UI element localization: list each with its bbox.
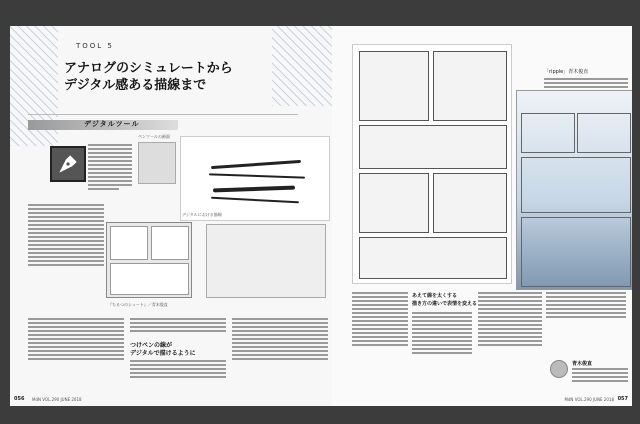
- sub-head-2: デジタルで描けるように: [130, 350, 196, 357]
- right-section-head-1: あえて線を太くする: [412, 293, 458, 299]
- right-body-2: [412, 310, 472, 356]
- ripple-title: 「ripple」青木俊直: [544, 69, 589, 75]
- sample-caption: デジタルにおける描線: [182, 212, 222, 217]
- manga-page: [352, 44, 512, 284]
- pen-stroke-sample: [180, 136, 330, 221]
- brush-sample-panel: [138, 142, 176, 184]
- body-text-1: [28, 202, 104, 268]
- page-number-right: 057: [617, 396, 628, 402]
- right-body-4: [546, 290, 626, 320]
- author-avatar: [550, 360, 568, 378]
- pen-panel-title: ペンツールの画面: [138, 134, 170, 139]
- tool-tag: TOOL 5: [76, 42, 114, 50]
- body-text-4: [130, 358, 226, 380]
- sketch-decoration-top: [272, 26, 332, 106]
- pen-nib-icon: [50, 146, 86, 182]
- right-body-3: [478, 290, 542, 348]
- color-comic-art: [516, 90, 632, 290]
- body-text-3: [130, 316, 226, 334]
- magazine-spread: [10, 26, 632, 406]
- sub-head-1: つけペンの線が: [130, 342, 173, 349]
- title-line-2: デジタル感ある描線まで: [64, 78, 207, 93]
- right-section-head-2: 描き方の違いで表情を変える: [412, 301, 478, 307]
- page-title: [64, 60, 244, 94]
- title-line-1: アナログのシミュレートから: [64, 61, 233, 76]
- software-screenshot: [206, 224, 326, 298]
- comic-caption: 『ちるつのシュート』／青木俊直: [108, 302, 168, 307]
- title-divider: [28, 114, 298, 115]
- right-body-1: [352, 290, 408, 348]
- page-number-left: 056: [14, 396, 25, 402]
- profile-text: [572, 358, 628, 398]
- intro-text-column: [88, 142, 132, 192]
- ripple-caption-text: [544, 76, 628, 90]
- section-title: デジタルツール: [84, 120, 140, 128]
- body-text-2: [28, 316, 124, 362]
- left-page: [10, 26, 332, 406]
- body-text-5: [232, 316, 328, 362]
- footer-left: MdN VOL.290 JUNE 2018: [32, 397, 82, 402]
- profile-name: 青木俊直: [572, 361, 593, 367]
- right-page: [332, 26, 632, 406]
- comic-sample: [106, 222, 192, 298]
- footer-right: MdN VOL.290 JUNE 2018: [564, 397, 614, 402]
